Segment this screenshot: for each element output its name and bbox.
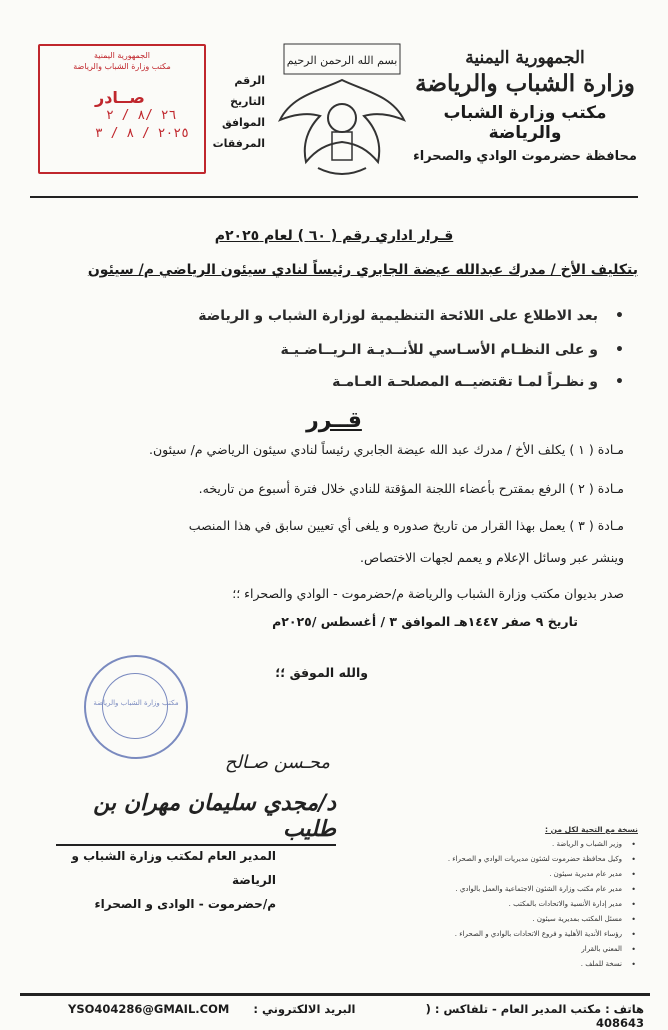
label-attachments: المرفقات — [212, 137, 265, 150]
director-title-2: م/حضرموت - الوادى و الصحراء — [94, 897, 276, 911]
governorate-name: محافظة حضرموت الوادي والصحراء — [413, 149, 637, 164]
handwritten-date-1: ٢٦ /٨ / ٢ — [106, 108, 177, 123]
cc-item: • نسخة للملف . — [388, 957, 638, 972]
cc-item: • وكيل محافظة حضرموت لشئون مديريات الوادي و الصحراء . — [388, 852, 638, 867]
cc-item: • مسئل المكتب بمديرية سيئون . — [388, 912, 638, 927]
stamp-line-1: الجمهورية اليمنية — [93, 51, 150, 60]
cc-item: • مدير عام مكتب وزارة الشئون الاجتماعية والعمل بالوادي . — [388, 882, 638, 897]
cc-title: نسخة مع التحية لكل من : — [545, 825, 638, 834]
article-2: مـادة ( ٢ ) الرفع بمقترح بأعضاء اللجنة المؤقتة للنادي خلال فترة أسبوع من تاريخه. — [198, 481, 624, 496]
header-ministry-block — [410, 48, 640, 164]
stamp-outgoing-word: صــادر — [95, 88, 145, 107]
label-number: الرقم — [234, 74, 265, 87]
footer-divider — [20, 993, 650, 996]
closing-line: والله الموفق ؛؛ — [275, 665, 368, 680]
preamble-bullet-2: • و على النظـام الأسـاسي للأنــديـة الـريــاضـيـة — [78, 340, 598, 360]
cc-item: • مدير عام مديرية سيئون . — [388, 867, 638, 882]
outgoing-stamp — [38, 44, 206, 174]
decree-number: قـرار اداري رقم ( ٦٠ ) لعام ٢٠٢٥م — [214, 228, 454, 244]
preamble-bullet-3: • و نظـراً لمـا تقتضيــه المصلحـة العـامـة — [78, 372, 598, 392]
office-name: مكتب وزارة الشباب والرياضة — [443, 103, 607, 143]
email-label: البريد الالكتروني : — [253, 1002, 356, 1016]
republic-name: الجمهورية اليمنية — [465, 48, 585, 68]
header-divider — [30, 196, 638, 198]
director-title-1: المدير العام لمكتب وزارة الشباب و الرياضة — [71, 849, 276, 887]
footer-phone — [374, 1002, 644, 1030]
phone-label: هاتف : مكتب المدير العام - تلفاكس : — [434, 1002, 644, 1016]
cc-item: • وزير الشباب و الرياضة . — [388, 837, 638, 852]
director-title-block — [26, 844, 276, 916]
article-1: مـادة ( ١ ) يكلف الأخ / مدرك عبد الله عيضة الجابري رئيساً لنادي سيئون الرياضي م/ سيئون. — [149, 442, 624, 457]
phone-number: ( 408643 — [425, 1002, 644, 1030]
decree-subject: بتكليف الأخ / مدرك عبدالله عيضة الجابري رئيساً لنادي سيئون الرياضي م/ سيئون — [87, 262, 638, 278]
cc-item: • المعني بالقرار — [388, 942, 638, 957]
initials-signature: محـسن صـالح — [224, 752, 330, 773]
basmala: بسم الله الرحمن الرحيم — [286, 54, 398, 67]
preamble-bullet-1: • بعد الاطلاع على اللائحة التنظيمية لوزارة الشباب و الرياضة — [78, 306, 598, 326]
date-line: تاريخ ٩ صفر ١٤٤٧هـ الموافق ٣ / أغسطس /٢٠٢٥م — [272, 614, 578, 629]
issued-line: صدر بديوان مكتب وزارة الشباب والرياضة م/حضرموت - الوادي والصحراء ؛؛ — [232, 586, 624, 601]
eagle-emblem-icon — [262, 40, 422, 190]
emblem — [262, 40, 422, 190]
article-3: مـادة ( ٣ ) يعمل بهذا القرار من تاريخ صدوره و يلغى أي تعيين سابق في هذا المنصب — [188, 518, 624, 533]
cc-item: • رؤساء الأندية الأهلية و فروع الاتحادات بالوادي و الصحراء . — [388, 927, 638, 942]
label-date: التاريخ — [230, 95, 265, 108]
footer-email — [68, 1002, 368, 1016]
director-signature: د/مجدي سليمان مهران بن طليب — [56, 790, 336, 846]
cc-item: • مدير إدارة الأنسية والاتحادات بالمكتب . — [388, 897, 638, 912]
reference-labels — [205, 70, 265, 154]
official-seal — [84, 655, 188, 759]
seal-text: مكتب وزارة الشباب والرياضة — [93, 699, 179, 707]
ministry-name: وزارة الشباب والرياضة — [415, 70, 635, 97]
article-3-continued: وينشر عبر وسائل الإعلام و يعمم لجهات الاختصاص. — [360, 550, 624, 565]
cc-list — [388, 822, 638, 972]
handwritten-date-2: ٢٠٢٥ / ٨ / ٣ — [95, 126, 189, 141]
stamp-line-2: مكتب وزارة الشباب والرياضة — [73, 62, 171, 71]
email-address: YSO404286@GMAIL.COM — [68, 1002, 230, 1016]
label-corresponding: الموافق — [221, 116, 265, 129]
decree-heading: قــرر — [306, 408, 362, 433]
